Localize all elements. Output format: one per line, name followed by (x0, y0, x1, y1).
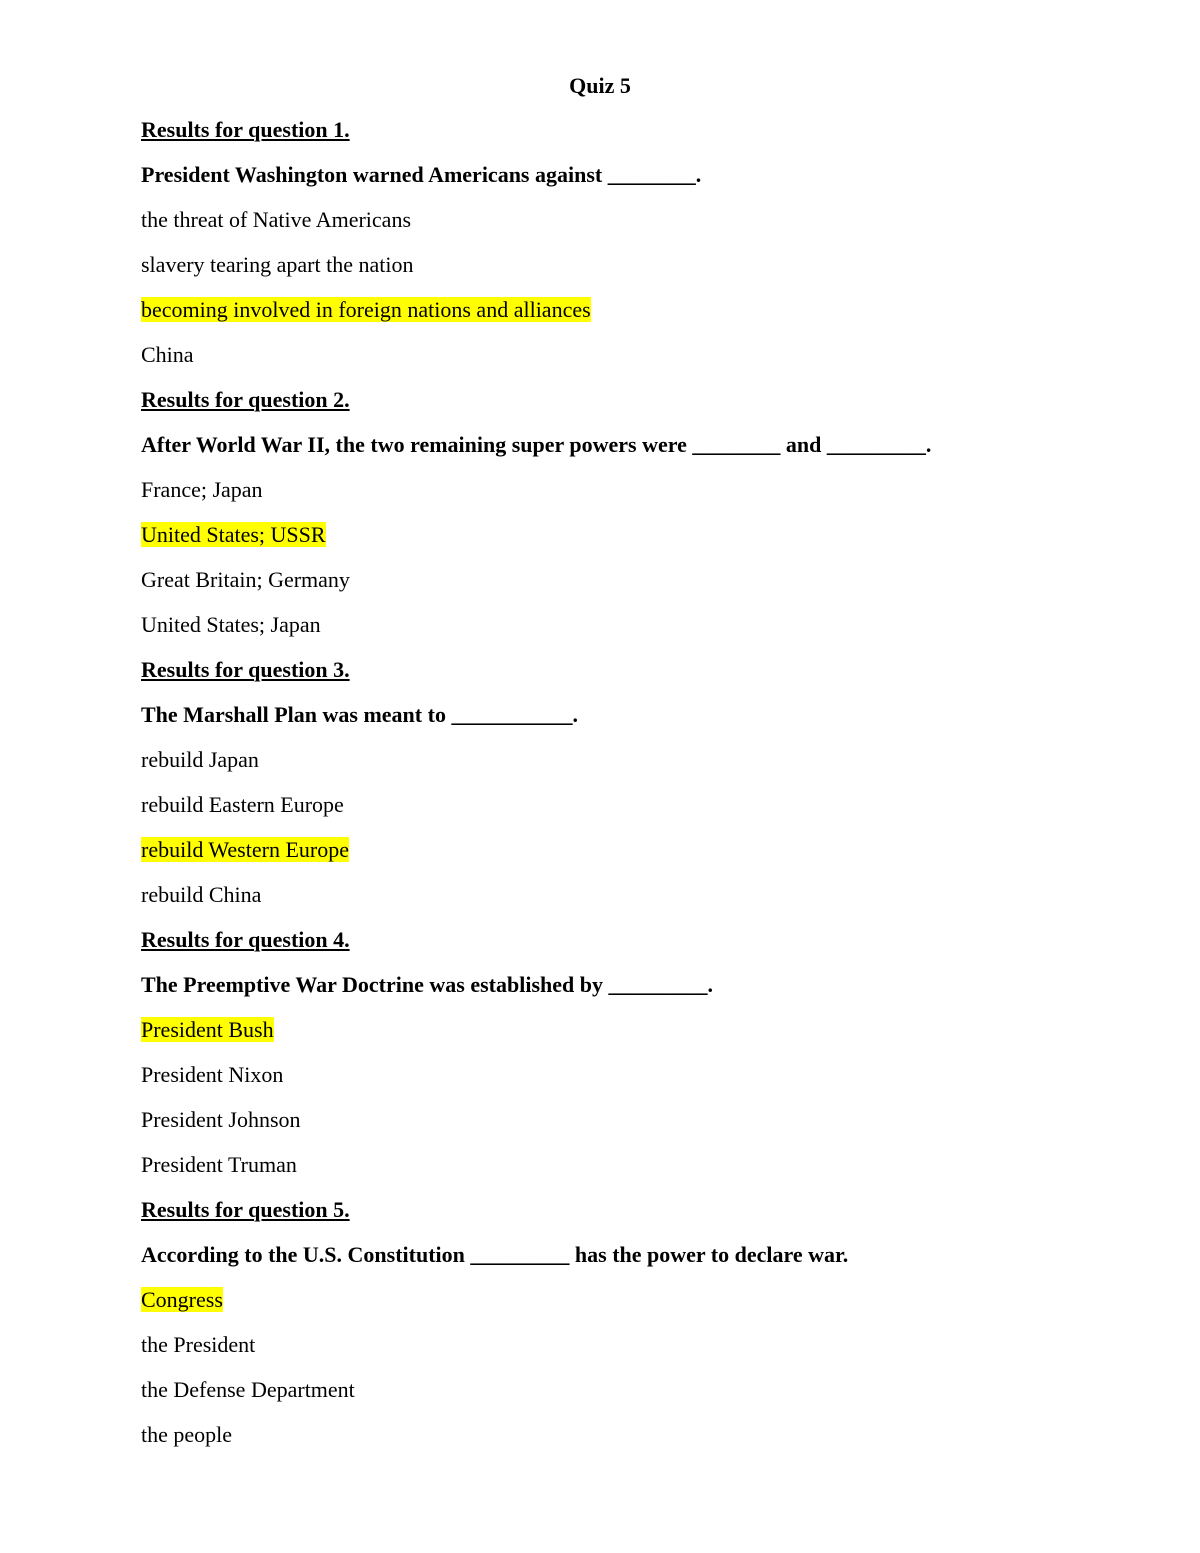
question-4-text: The Preemptive War Doctrine was established by _________. (141, 972, 713, 997)
question-4-option-1 (141, 1015, 1101, 1045)
question-1-option-2 (141, 250, 1101, 280)
option-text: the threat of Native Americans (141, 207, 412, 232)
question-3-text: The Marshall Plan was meant to ___________. (141, 702, 578, 727)
option-text: President Johnson (141, 1107, 301, 1132)
option-text: rebuild China (141, 882, 262, 907)
question-3-option-4 (141, 880, 1101, 910)
question-2-heading: Results for question 2. (141, 387, 350, 412)
option-text: rebuild Japan (141, 747, 259, 772)
question-2-option-4 (141, 610, 1101, 640)
question-5-heading: Results for question 5. (141, 1197, 350, 1222)
question-3-heading: Results for question 3. (141, 657, 350, 682)
question-2-option-3 (141, 565, 1101, 595)
option-text: China (141, 342, 194, 367)
question-2-option-2 (141, 520, 1101, 550)
option-text: Great Britain; Germany (141, 567, 350, 592)
question-3-option-2 (141, 790, 1101, 820)
highlighted-answer: rebuild Western Europe (141, 837, 349, 862)
option-text: the President (141, 1332, 256, 1357)
highlighted-answer: Congress (141, 1287, 223, 1312)
question-5-option-3 (141, 1375, 1101, 1405)
question-3-option-3 (141, 835, 1101, 865)
question-4-option-3 (141, 1105, 1101, 1135)
question-1-option-1 (141, 205, 1101, 235)
question-1-text: President Washington warned Americans against ________. (141, 162, 702, 187)
question-1-heading: Results for question 1. (141, 117, 350, 142)
option-text: President Nixon (141, 1062, 284, 1087)
document-title: Quiz 5 (569, 73, 631, 98)
question-1-option-4 (141, 340, 1101, 370)
option-text: President Truman (141, 1152, 297, 1177)
question-4-option-4 (141, 1150, 1101, 1180)
option-text: the people (141, 1422, 233, 1447)
option-text: the Defense Department (141, 1377, 355, 1402)
quiz-content (141, 115, 1101, 1450)
option-text: United States; Japan (141, 612, 321, 637)
question-3-option-1 (141, 745, 1101, 775)
option-text: France; Japan (141, 477, 263, 502)
question-5-option-4 (141, 1420, 1101, 1450)
option-text: rebuild Eastern Europe (141, 792, 344, 817)
question-2-text: After World War II, the two remaining super powers were ________ and _________. (141, 432, 932, 457)
question-5-option-1 (141, 1285, 1101, 1315)
question-5-text: According to the U.S. Constitution _________ has the power to declare war. (141, 1242, 849, 1267)
question-4-option-2 (141, 1060, 1101, 1090)
question-5-option-2 (141, 1330, 1101, 1360)
highlighted-answer: becoming involved in foreign nations and alliances (141, 297, 591, 322)
option-text: slavery tearing apart the nation (141, 252, 414, 277)
question-2-option-1 (141, 475, 1101, 505)
question-1-option-3 (141, 295, 1101, 325)
highlighted-answer: President Bush (141, 1017, 274, 1042)
question-4-heading: Results for question 4. (141, 927, 350, 952)
highlighted-answer: United States; USSR (141, 522, 326, 547)
